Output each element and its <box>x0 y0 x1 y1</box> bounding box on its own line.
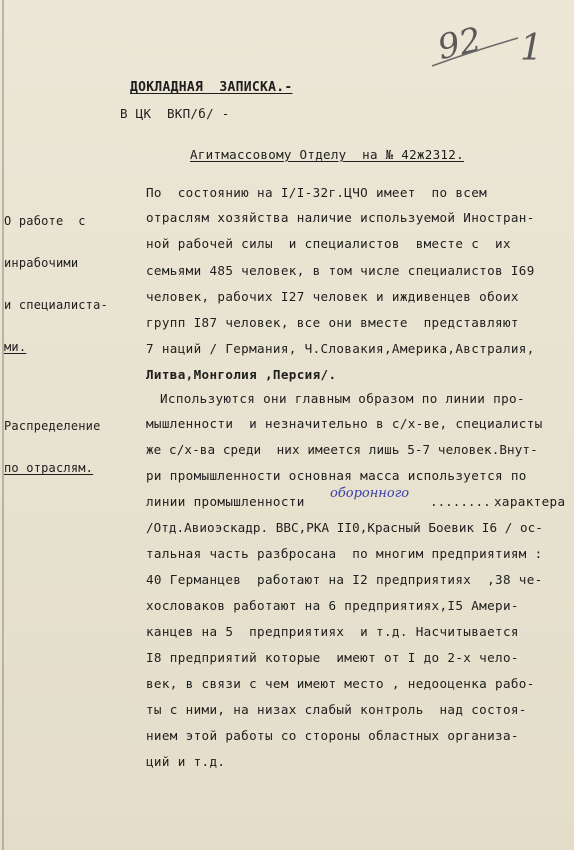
archive-page-number: 92 <box>434 19 485 69</box>
body-line: 7 наций / Германия, Ч.Словакия,Америка,Австралия, <box>146 341 535 356</box>
body-line: тальная часть разбросана по многим предприятиям : <box>146 546 543 561</box>
margin-note-1-line: инрабочими <box>4 256 79 270</box>
body-line: Литва,Монголия ,Персия/. <box>146 367 337 382</box>
body-line: линии промышленности <box>146 494 305 509</box>
margin-note-2-line: по отраслям. <box>4 461 94 475</box>
body-line: ной рабочей силы и специалистов вместе с их <box>146 236 511 251</box>
margin-note-1-line: ми. <box>4 340 27 354</box>
handwritten-insert: оборонного <box>330 486 410 501</box>
body-line: отраслям хозяйства наличие используемой Иностран- <box>146 210 535 225</box>
body-line: семьями 485 человек, в том числе специалистов I69 <box>146 263 535 278</box>
margin-note-1-line: и специалиста- <box>4 298 108 312</box>
document-title: ДОКЛАДНАЯ ЗАПИСКА.- <box>130 80 293 95</box>
margin-note-1-line: О работе с <box>4 214 86 228</box>
addressee: В ЦК ВКП/б/ - <box>120 106 230 121</box>
body-line: канцев на 5 предприятиях и т.д. Насчитывается <box>146 624 519 639</box>
dotted-fill: ........ <box>430 494 491 509</box>
body-line: По состоянию на I/I-32г.ЦЧО имеет по всем <box>146 185 488 200</box>
body-line: ри промышленности основная масса используется по <box>146 468 527 483</box>
margin-note-2-line: Распределение <box>4 419 101 433</box>
body-line: характера <box>494 494 566 509</box>
body-line: /Отд.Авиоэскадр. ВВС,РКА II0,Красный Боевик I6 / ос- <box>146 520 543 535</box>
body-line: мышленности и незначительно в с/х-ве, специалисты <box>146 416 543 431</box>
body-line: человек, рабочих I27 человек и иждивенцев обоих <box>146 289 519 304</box>
body-line: хословаков работают на 6 предприятиях,I5 Амери- <box>146 598 519 613</box>
body-line: 40 Германцев работают на I2 предприятиях ,38 че- <box>146 572 543 587</box>
body-line: нием этой работы со стороны областных организа- <box>146 728 519 743</box>
body-line: же с/х-ва среди них имеется лишь 5-7 человек.Внут- <box>146 442 538 457</box>
body-line: век, в связи с чем имеют место , недооценка рабо- <box>146 676 535 691</box>
margin-note-2 <box>4 391 101 489</box>
body-line: I8 предприятий которые имеют от I до 2-х чело- <box>146 650 519 665</box>
body-line: ты с ними, на низах слабый контроль над состоя- <box>146 702 527 717</box>
body-line: ций и т.д. <box>146 754 226 769</box>
department-line: Агитмассовому Отделу на № 42ж2312. <box>190 147 464 162</box>
archive-sheet-number: 1 <box>520 28 543 69</box>
body-line: групп I87 человек, все они вместе представляют <box>146 315 519 330</box>
body-line: Используются они главным образом по линии про- <box>160 391 525 406</box>
margin-note-1 <box>4 186 108 368</box>
